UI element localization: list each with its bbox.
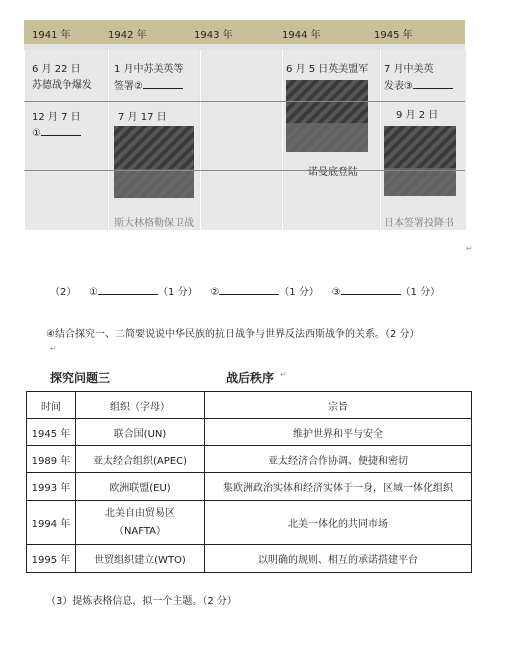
- event-1941-text: 苏德战争爆发: [32, 80, 92, 91]
- timeline-divider-1: [24, 101, 465, 102]
- cell-org: 欧洲联盟(EU): [76, 473, 205, 501]
- table-row: [27, 501, 472, 545]
- cell-org: 亚太经合组织(APEC): [76, 446, 205, 473]
- answer-blank-2[interactable]: [219, 284, 279, 295]
- paragraph-mark-icon: ↵: [280, 370, 287, 379]
- cell-year: 1993 年: [27, 473, 76, 501]
- year-1943: 1943 年: [194, 30, 233, 41]
- event-1945-text: 7 月中美英: [384, 64, 434, 75]
- event-1941-date: 6 月 22 日: [32, 64, 81, 75]
- paragraph-mark-icon: ↵: [50, 344, 57, 353]
- timeline: [24, 20, 465, 230]
- section-title: 探究问题三: [50, 371, 111, 385]
- year-1942: 1942 年: [108, 30, 147, 41]
- column-1943: [200, 50, 281, 230]
- event-1941b-date: 12 月 7 日: [32, 112, 81, 123]
- year-1941: 1941 年: [32, 30, 71, 41]
- cell-org: 联合国(UN): [76, 419, 205, 446]
- event-1942-blank: 签署②: [114, 78, 183, 94]
- event-1945-caption: 日本签署投降书: [384, 218, 454, 229]
- header-aim: 宗旨: [205, 392, 472, 419]
- cell-year: 1995 年: [27, 545, 76, 573]
- cell-year: 1994 年: [27, 501, 76, 545]
- table-row: [27, 473, 472, 501]
- cell-aim: 北美一体化的共同市场: [205, 501, 472, 545]
- event-1942-text: 1 月中苏美英等: [114, 64, 184, 75]
- event-1944-text: 6 月 5 日英美盟军: [286, 64, 369, 75]
- timeline-divider-2: [24, 170, 465, 171]
- cell-org: 世贸组织建立(WTO): [76, 545, 205, 573]
- event-1942-caption: 斯大林格勒保卫战: [114, 218, 194, 229]
- answer-blank-1[interactable]: [98, 284, 158, 295]
- table-row: [27, 419, 472, 446]
- event-1941b-blank: ①: [32, 125, 81, 141]
- paragraph-mark-icon: ↵: [466, 244, 473, 253]
- event-1945b-date: 9 月 2 日: [396, 110, 439, 121]
- q2-part4: ④结合探究一、二简要说说中华民族的抗日战争与世界反法西斯战争的关系。（2 分）: [46, 329, 420, 340]
- cell-year: 1989 年: [27, 446, 76, 473]
- answer-blank-3[interactable]: [341, 284, 401, 295]
- surrender-photo: [384, 126, 456, 196]
- section-subtitle: 战后秩序: [226, 371, 275, 385]
- postwar-order-table: [26, 391, 472, 573]
- event-1945-blank: 发表③: [384, 78, 453, 94]
- cell-aim: 以明确的规则、相互的承诺搭建平台: [205, 545, 472, 573]
- table-row: [27, 446, 472, 473]
- timeline-header: [24, 20, 465, 44]
- cell-aim: 集欧洲政治实体和经济实体于一身，区域一体化组织: [205, 473, 472, 501]
- q2-line: （2） ① （1 分） ② （1 分） ③ （1 分）: [50, 283, 440, 298]
- cell-org: 北美自由贸易区 （NAFTA）: [76, 501, 205, 545]
- cell-aim: 维护世界和平与安全: [205, 419, 472, 446]
- stalingrad-photo: [114, 126, 194, 198]
- year-1945: 1945 年: [374, 30, 413, 41]
- event-1944-caption: 诺曼底登陆: [308, 167, 358, 178]
- normandy-photo: [286, 80, 368, 152]
- year-1944: 1944 年: [282, 30, 321, 41]
- table-row: [27, 545, 472, 573]
- cell-aim: 亚太经济合作协调、便捷和密切: [205, 446, 472, 473]
- table-header-row: [27, 392, 472, 419]
- q3-text: （3）提炼表格信息，拟一个主题。（2 分）: [46, 596, 237, 607]
- header-org: 组织（字母）: [76, 392, 205, 419]
- event-1942b-date: 7 月 17 日: [118, 112, 167, 123]
- cell-year: 1945 年: [27, 419, 76, 446]
- header-time: 时间: [27, 392, 76, 419]
